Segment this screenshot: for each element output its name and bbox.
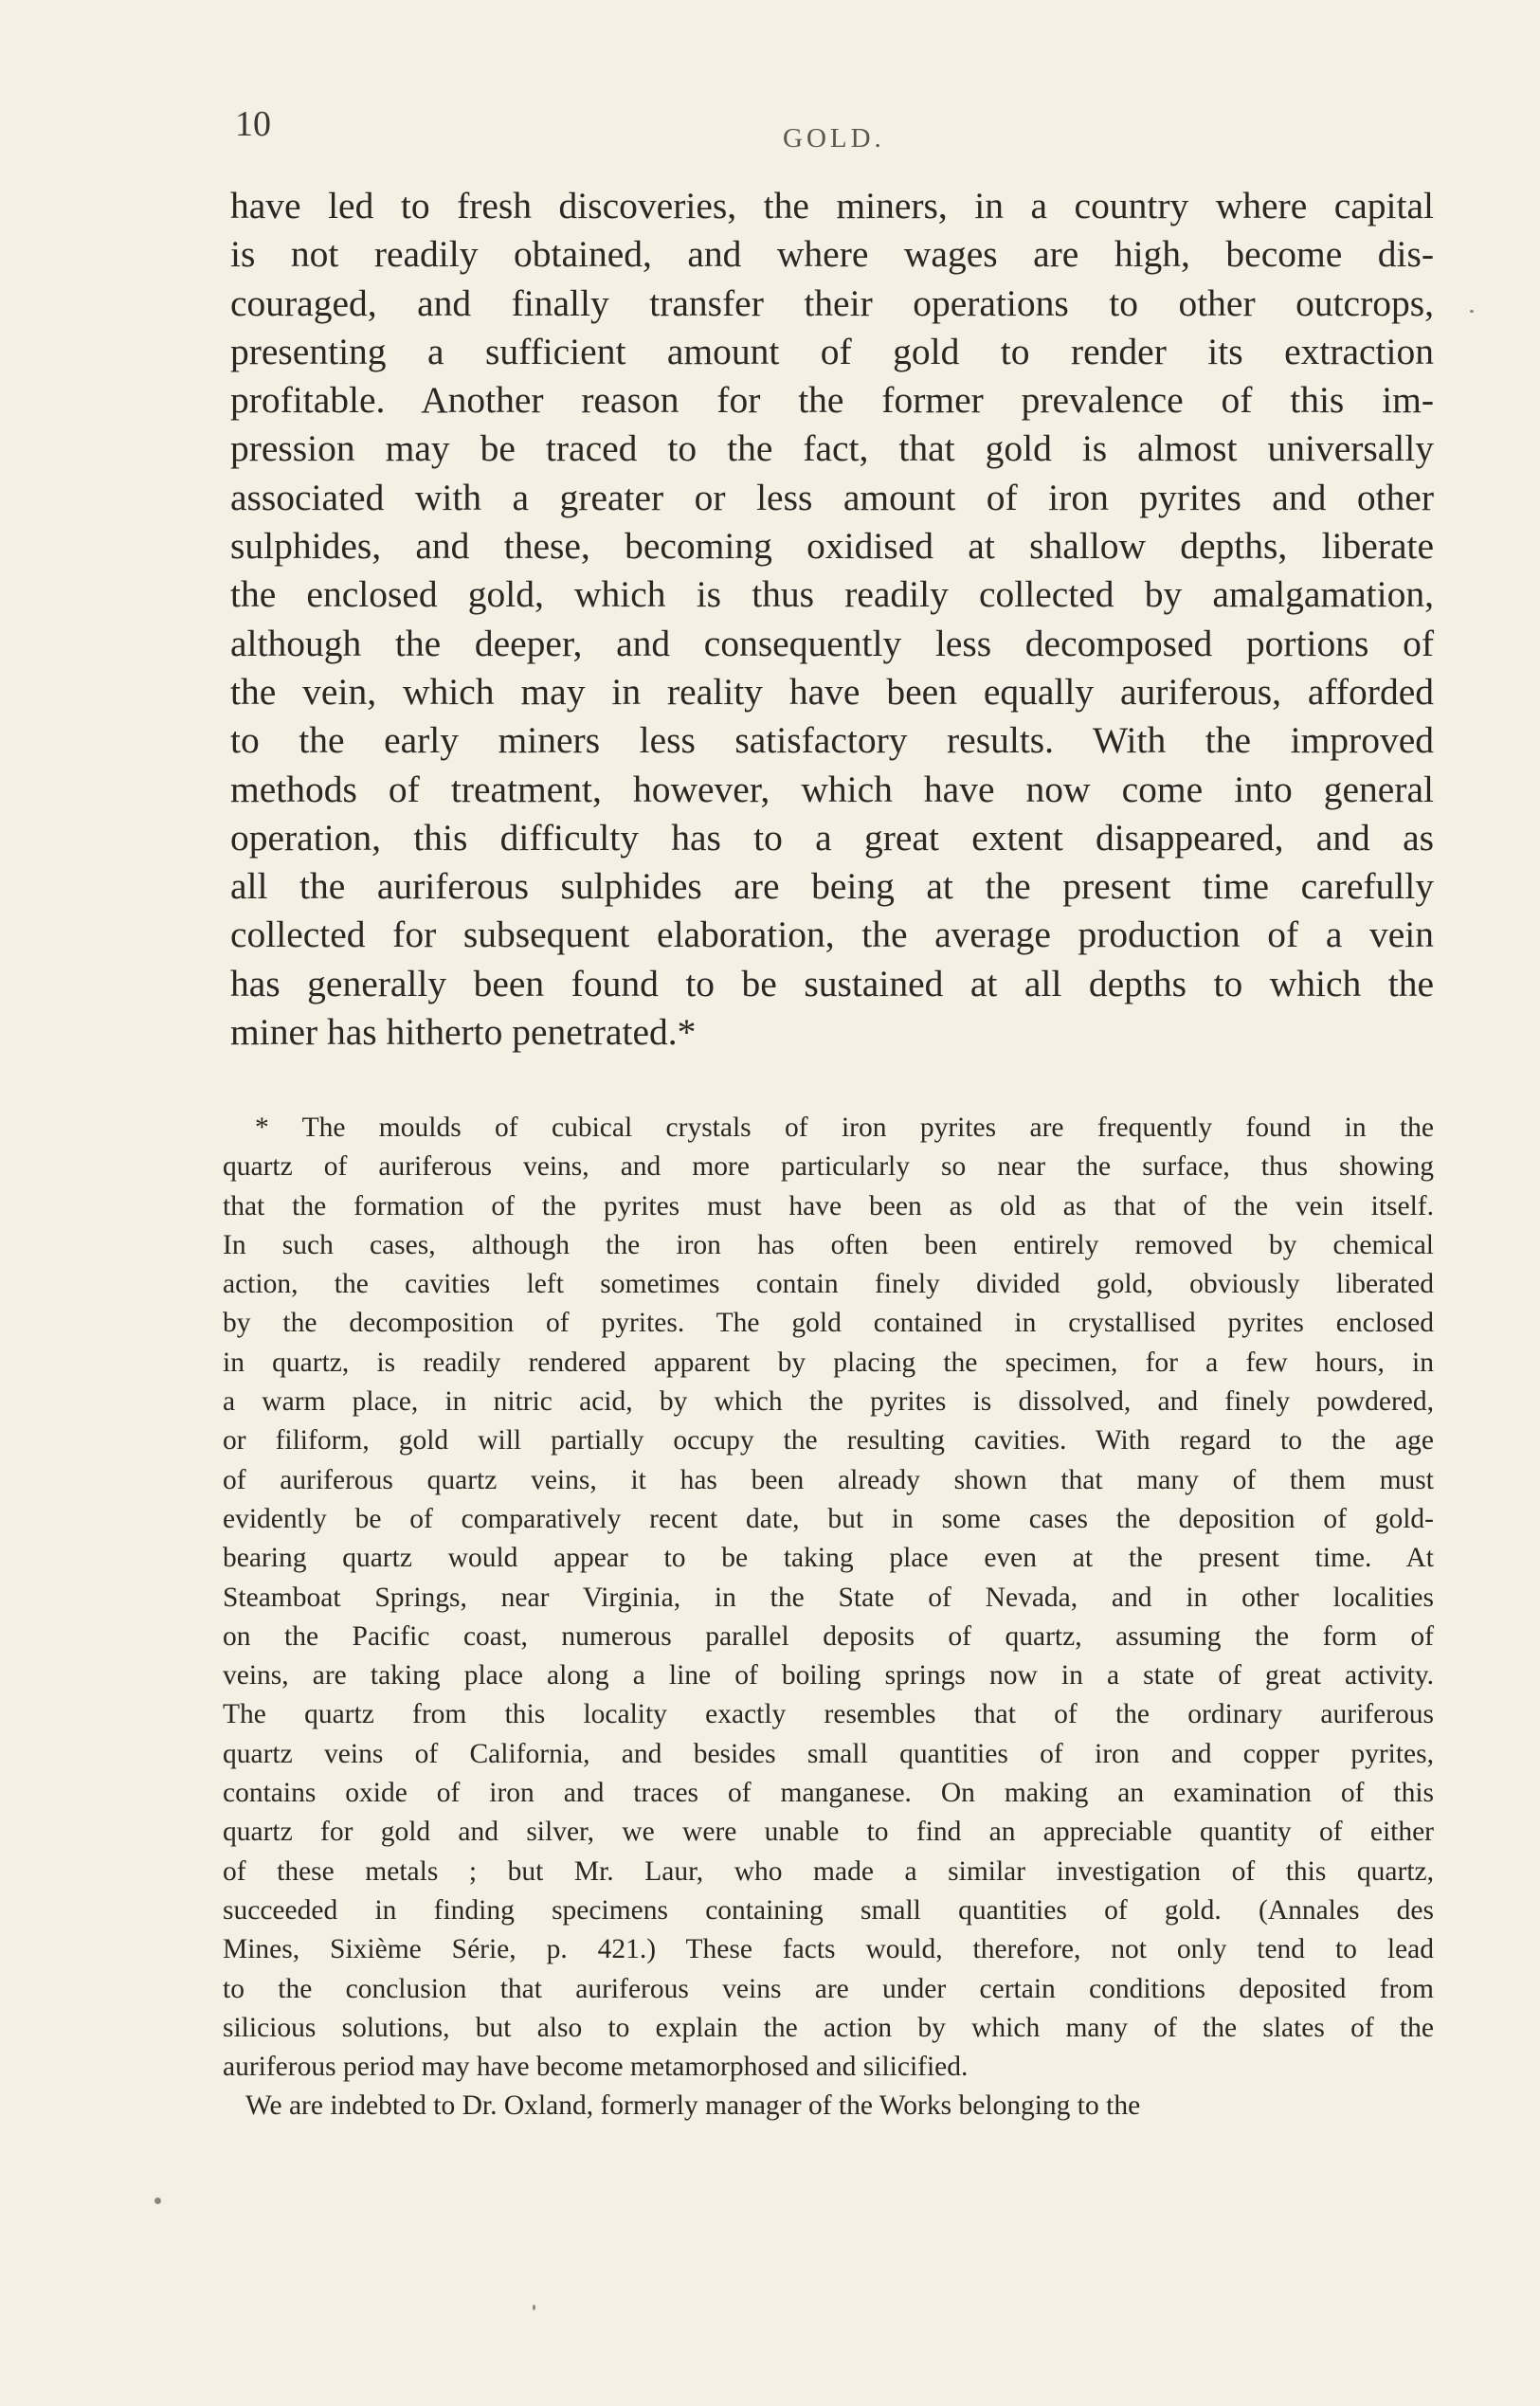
footnote-line: of auriferous quartz veins, it has been already shown that many of them must xyxy=(223,1464,1434,1495)
paper-speck xyxy=(154,2198,161,2204)
footnote-line: auriferous period may have become metamorphosed and silicified. xyxy=(223,2052,969,2083)
body-line: sulphides, and these, becoming oxidised at shallow depths, liberate xyxy=(230,525,1434,568)
body-line: to the early miners less satisfactory results. With the improved xyxy=(230,719,1434,762)
footnote-line: The quartz from this locality exactly resembles that of the ordinary auriferous xyxy=(223,1699,1434,1730)
paper-speck xyxy=(533,2305,535,2310)
footnote-line: veins, are taking place along a line of boiling springs now in a state of great activity. xyxy=(223,1660,1434,1691)
footnote-line: or filiform, gold will partially occupy the resulting cavities. With regard to the age xyxy=(223,1425,1434,1456)
footnote-line: We are indebted to Dr. Oxland, formerly manager of the Works belonging to the xyxy=(245,2090,1141,2122)
footnote-line: that the formation of the pyrites must have been as old as that of the vein itself. xyxy=(223,1190,1434,1221)
body-line: collected for subsequent elaboration, the average production of a vein xyxy=(230,914,1434,956)
footnote-line: quartz for gold and silver, we were unable to find an appreciable quantity of either xyxy=(223,1817,1434,1848)
footnote-line: on the Pacific coast, numerous parallel deposits of quartz, assuming the form of xyxy=(223,1620,1434,1652)
body-line: miner has hitherto penetrated.* xyxy=(230,1011,697,1054)
body-line: the enclosed gold, which is thus readily collected by amalgamation, xyxy=(230,573,1434,616)
footnote-line: silicious solutions, but also to explain the action by which many of the slates of the xyxy=(223,2012,1434,2043)
footnote-line: to the conclusion that auriferous veins are under certain conditions deposited from xyxy=(223,1973,1434,2004)
body-paragraph xyxy=(230,182,1434,1057)
footnote-line: of these metals ; but Mr. Laur, who made a similar investigation of this quartz, xyxy=(223,1855,1434,1887)
footnote-line: action, the cavities left sometimes contain finely divided gold, obviously liberated xyxy=(223,1269,1434,1300)
footnote-line: * The moulds of cubical crystals of iron pyrites are frequently found in the xyxy=(255,1113,1434,1143)
footnote-line: Steamboat Springs, near Virginia, in the State of Nevada, and in other localities xyxy=(223,1582,1434,1613)
body-line: all the auriferous sulphides are being at the present time carefully xyxy=(230,865,1434,908)
body-line: presenting a sufficient amount of gold to render its extraction xyxy=(230,330,1434,372)
footnote-line: evidently be of comparatively recent date, but in some cases the deposition of gold- xyxy=(223,1503,1434,1534)
footnote xyxy=(223,1109,1434,2126)
body-line: associated with a greater or less amount of iron pyrites and other xyxy=(230,476,1434,518)
footnote-line: In such cases, although the iron has often been entirely removed by chemical xyxy=(223,1229,1434,1260)
body-line: methods of treatment, however, which have now come into general xyxy=(230,768,1434,810)
running-head: GOLD. xyxy=(783,123,885,154)
body-line: the vein, which may in reality have been equally auriferous, afforded xyxy=(230,670,1434,713)
footnote-line: quartz of auriferous veins, and more particularly so near the surface, thus showing xyxy=(223,1151,1434,1183)
paper-speck xyxy=(1470,310,1474,313)
footnote-line: a warm place, in nitric acid, by which the pyrites is dissolved, and finely powdered, xyxy=(223,1386,1434,1418)
footnote-line: succeeded in finding specimens containing small quantities of gold. (Annales des xyxy=(223,1894,1434,1926)
body-line: profitable. Another reason for the former prevalence of this im- xyxy=(230,379,1434,422)
footnote-line: in quartz, is readily rendered apparent by placing the specimen, for a few hours, in xyxy=(223,1347,1434,1378)
footnote-line: quartz veins of California, and besides small quantities of iron and copper pyrites, xyxy=(223,1738,1434,1769)
footnote-line: Mines, Sixième Série, p. 421.) These facts would, therefore, not only tend to lead xyxy=(223,1934,1434,1965)
body-line: has generally been found to be sustained at all depths to which the xyxy=(230,962,1434,1004)
footnote-line: contains oxide of iron and traces of manganese. On making an examination of this xyxy=(223,1778,1434,1809)
body-line: operation, this difficulty has to a great extent disappeared, and as xyxy=(230,816,1434,859)
footnote-line: bearing quartz would appear to be taking place even at the present time. At xyxy=(223,1543,1434,1574)
body-line: although the deeper, and consequently less decomposed portions of xyxy=(230,622,1434,664)
page-number: 10 xyxy=(235,104,271,144)
body-line: couraged, and finally transfer their operations to other outcrops, xyxy=(230,281,1434,324)
body-line: have led to fresh discoveries, the miners, in a country where capital xyxy=(230,185,1434,226)
body-line: pression may be traced to the fact, that gold is almost universally xyxy=(230,427,1434,470)
footnote-line: by the decomposition of pyrites. The gold contained in crystallised pyrites enclosed xyxy=(223,1308,1434,1339)
body-line: is not readily obtained, and where wages are high, become dis- xyxy=(230,233,1434,276)
